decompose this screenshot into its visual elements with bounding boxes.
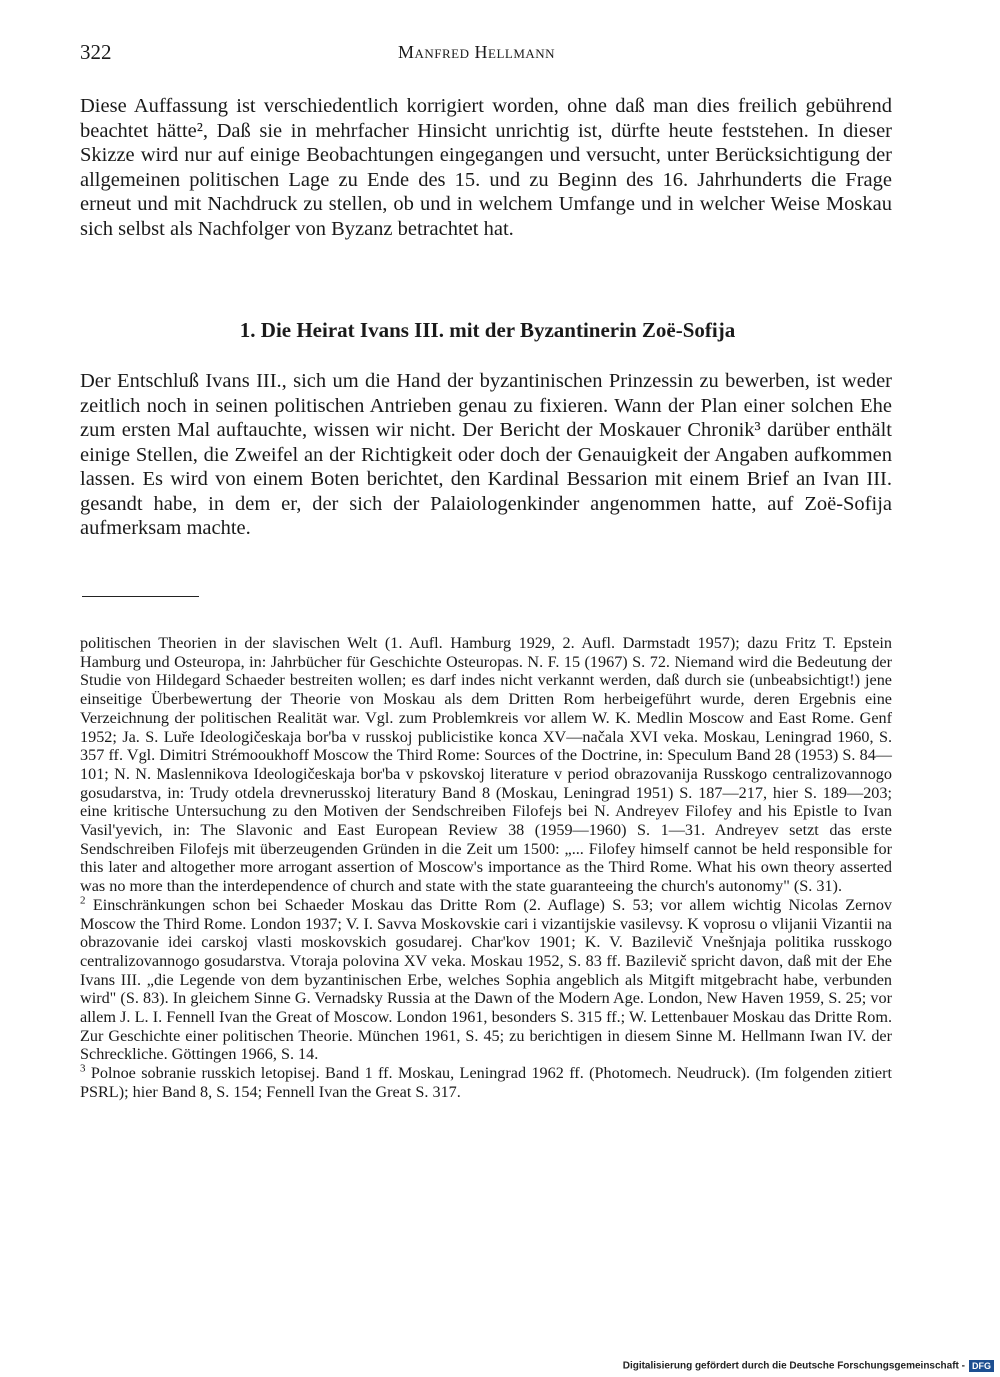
footnote-2-text: Einschränkungen schon bei Schaeder Moskau das Dritte Rom (2. Auflage) S. 53; vor allem wichtig Nicolas Zernov Moscow the Third Rome. London 1937; V. I. Savva Moskovskie cari i vizantijskie vasilevsy. K voprosu o vlijanii Vizantii na obrazovanie idei carskoj vlasti moskovskich gosudarej. Char'kov 1901; K. V. Bazilevič Vnešnjaja politika russkogo centralizovannogo gosudarstva. Vtoraja polovina XV veka. Moskau 1952, S. 83 ff. Bazilevič spricht davon, daß mit der Ehe Ivans III. „die Legende von dem byzantinischen Erbe, welches Sophia angeblich als Mitgift mitgebracht habe, verbunden wird" (S. 83). In gleichem Sinne G. Vernadsky Russia at the Dawn of the Modern Age. London, New Haven 1959, S. 25; vor allem J. L. I. Fennell Ivan the Great of Moscow. London 1961, besonders S. 315 ff.; W. Lettenbauer Moskau das Dritte Rom. Zur Geschichte einer politischen Theorie. München 1961, S. 45; zu berichtigen in diesem Sinne M. Hellmann Iwan IV. der Schreckliche. Göttingen 1966, S. 14. <box>80 895 893 1064</box>
running-head: Manfred Hellmann <box>398 42 556 62</box>
section-heading: 1. Die Heirat Ivans III. mit der Byzantinerin Zoë-Sofija <box>239 318 736 342</box>
footnote-3 <box>80 1064 892 1101</box>
footnote-3-text: Polnoe sobranie russkich letopisej. Band 1 ff. Moskau, Leningrad 1962 ff. (Photomech. Neudruck). (Im folgenden zitiert PSRL); hier Band 8, S. 154; Fennell Ivan the Great S. 317. <box>80 1064 892 1101</box>
footnote-continuation: politischen Theorien in der slavischen Welt (1. Aufl. Hamburg 1929, 2. Aufl. Darmstadt 1957); dazu Fritz T. Epstein Hamburg und Osteuropa, in: Jahrbücher für Geschichte Osteuropas. N. F. 15 (1967) S. 72. Niemand wird die Bedeutung der Studie von Hildegard Schaeder bestreiten wollen; es darf indes nicht verkannt werden, daß durch sie (unbeabsichtigt!) jene einseitige Überbewertung der Theorie von Moskau als dem Dritten Rom herbeigeführt wurde, deren Ergebnis eine Verzeichnung der politischen Realität war. Vgl. zum Problemkreis vor allem W. K. Medlin Moscow and East Rome. Genf 1952; Ja. S. Luře Ideologičeskaja bor'ba v russkoj publicistike konca XV—načala XVI veka. Moskau, Leningrad 1960, S. 357 ff. Vgl. Dimitri Strémooukhoff Moscow the Third Rome: Sources of the Doctrine, in: Speculum Band 28 (1953) S. 84—101; N. N. Maslennikova Ideologičeskaja bor'ba v pskovskoj literature v period obrazovanija Russkogo centralizovannogo gosudarstva, in: Trudy otdela drevnerusskoj literatury Band 8 (Moskau, Leningrad 1951) S. 187—217, hier S. 189—203; eine kritische Untersuchung zu den Motiven der Sendschreiben Filofejs bei N. Andreyev Filofey and his Epistle to Ivan Vasil'yevich, in: The Slavonic and East European Review 38 (1959—1960) S. 1—31. Andreyev setzt das erste Sendschreiben Filofejs mit überzeugenden Gründen in die Zeit um 1500: „... Filofey himself cannot be held responsible for this later and altogether more arrogant assertion of Moscow's importance as the Third Rome. What his own theory asserted was no more than the interdependence of church and state with the state guaranteeing the church's autonomy" (S. 31). <box>80 634 892 896</box>
footnote-divider <box>82 596 199 597</box>
page-number: 322 <box>80 40 112 64</box>
footnote-3-mark: 3 <box>80 1062 86 1075</box>
page-header <box>80 40 895 70</box>
digitization-credit <box>623 1360 994 1372</box>
dfg-logo: DFG <box>969 1360 994 1372</box>
digitization-credit-text: Digitalisierung gefördert durch die Deutsche Forschungsgemeinschaft - <box>622 1360 965 1372</box>
footnotes <box>80 634 892 1102</box>
intro-paragraph: Diese Auffassung ist verschiedentlich korrigiert worden, ohne daß man dies freilich gebührend beachtet hätte², Daß sie in mehrfacher Hinsicht unrichtig ist, dürfte heute feststehen. In dieser Skizze wird nur auf einige Beobachtungen eingegangen und versucht, unter Berücksichtigung der allgemeinen politischen Lage zu Ende des 15. und zu Beginn des 16. Jahrhunderts die Frage erneut und mit Nachdruck zu stellen, ob und in welchem Umfange und in welcher Weise Moskau sich selbst als Nachfolger von Byzanz betrachtet hat. <box>80 95 892 240</box>
section-paragraph: Der Entschluß Ivans III., sich um die Hand der byzantinischen Prinzessin zu bewerben, ist weder zeitlich noch in seinen politischen Antrieben genau zu fixieren. Wann der Plan einer solchen Ehe zum ersten Mal auftauchte, wissen wir nicht. Der Bericht der Moskauer Chronik³ darüber enthält einige Stellen, die Zweifel an der Richtigkeit oder doch der Genauigkeit der Angaben aufkommen lassen. Es wird von einem Boten berichtet, den Kardinal Bessarion mit einem Brief an Ivan III. gesandt habe, in dem er, der sich der Palaiologenkinder angenommen hatte, auf Zoë-Sofija aufmerksam machte. <box>80 370 892 539</box>
footnote-2-mark: 2 <box>80 894 86 907</box>
footnote-2 <box>80 896 892 1064</box>
